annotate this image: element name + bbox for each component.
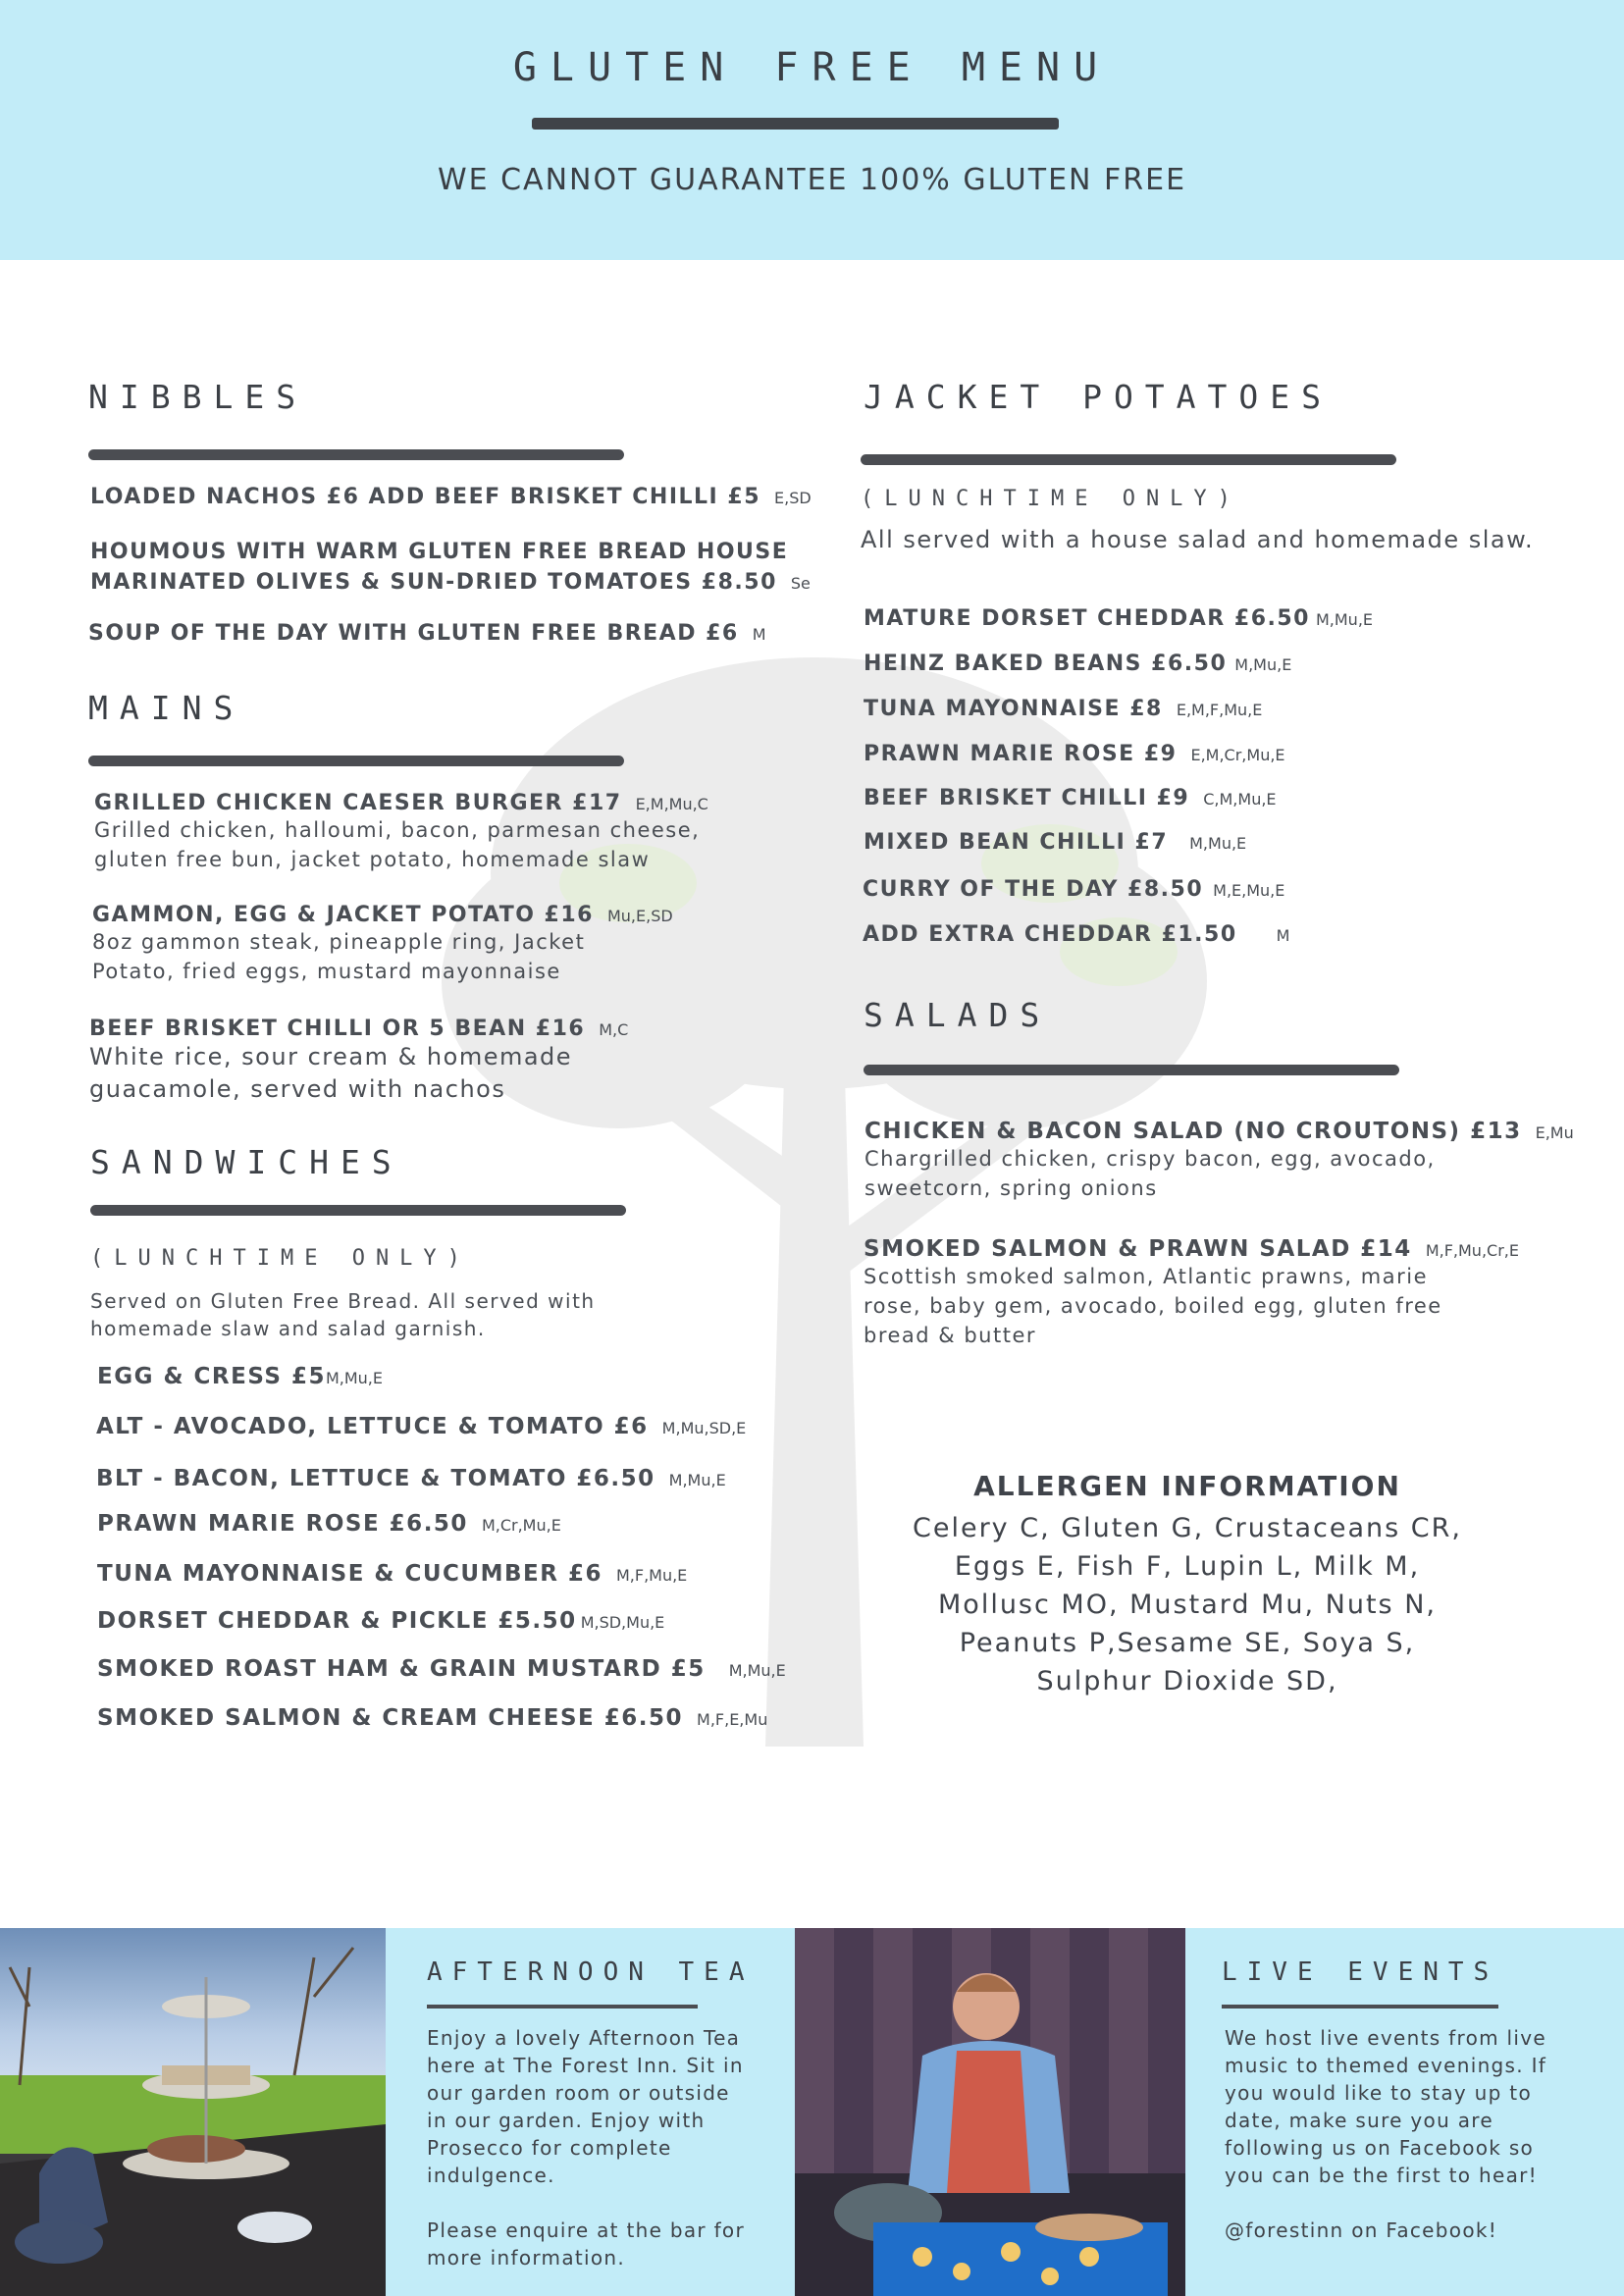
menu-subtitle: WE CANNOT GUARANTEE 100% GLUTEN FREE [437, 163, 1187, 197]
menu-item: SOUP OF THE DAY WITH GLUTEN FREE BREAD £6 M [88, 621, 766, 646]
allergen-list: Celery C, Gluten G, Crustaceans CR, Eggs E, Fish F, Lupin L, Milk M, Mollusc MO, Mustard Mu, Nuts N, Peanuts P,Sesame SE, Soya S, Sulphur Dioxide SD, [913, 1513, 1462, 1696]
lunchtime-note: (LUNCHTIME ONLY) [861, 487, 1241, 511]
title-divider [532, 118, 1059, 130]
menu-item: GRILLED CHICKEN CAESER BURGER £17 E,M,Mu,C Grilled chicken, halloumi, bacon, parmesan cheese, gluten free bun, jacket potato, homemade slaw [94, 791, 708, 871]
nibbles-divider [88, 449, 624, 460]
menu-item: GAMMON, EGG & JACKET POTATO £16 Mu,E,SD 8oz gammon steak, pineapple ring, Jacket Potato, fried eggs, mustard mayonnaise [92, 903, 673, 983]
menu-item: MIXED BEAN CHILLI £7 M,Mu,E [864, 830, 1247, 855]
menu-title: GLUTEN FREE MENU [512, 45, 1112, 90]
menu-item: BEEF BRISKET CHILLI £9 C,M,Mu,E [864, 786, 1277, 810]
section-title-mains: MAINS [88, 689, 245, 727]
afternoon-tea-photo [0, 1928, 386, 2296]
menu-item: LOADED NACHOS £6 ADD BEEF BRISKET CHILLI £5 E,SD [90, 485, 812, 509]
menu-item: CURRY OF THE DAY £8.50 M,E,Mu,E [863, 877, 1285, 902]
jacket-divider [861, 454, 1396, 465]
menu-item: HEINZ BAKED BEANS £6.50 M,Mu,E [864, 652, 1292, 676]
jacket-description: All served with a house salad and homemade slaw. [861, 526, 1535, 553]
menu-item: PRAWN MARIE ROSE £9 E,M,Cr,Mu,E [864, 742, 1285, 766]
lunchtime-note: (LUNCHTIME ONLY) [90, 1246, 471, 1271]
menu-item: DORSET CHEDDAR & PICKLE £5.50 M,SD,Mu,E [97, 1608, 665, 1634]
afternoon-tea-panel [386, 1928, 795, 2296]
menu-item: SMOKED SALMON & PRAWN SALAD £14 M,F,Mu,Cr,E Scottish smoked salmon, Atlantic prawns, marie rose, baby gem, avocado, boiled egg, gluten free bread & butter [864, 1236, 1519, 1347]
allergen-title: ALLERGEN INFORMATION [973, 1470, 1401, 1502]
sandwiches-divider [90, 1205, 626, 1216]
menu-header [0, 0, 1624, 260]
menu-item: MATURE DORSET CHEDDAR £6.50 M,Mu,E [864, 606, 1374, 631]
menu-item: HOUMOUS WITH WARM GLUTEN FREE BREAD HOUSE MARINATED OLIVES & SUN-DRIED TOMATOES £8.50 Se [90, 540, 811, 595]
menu-item: ADD EXTRA CHEDDAR £1.50 M [863, 922, 1290, 947]
menu-item: PRAWN MARIE ROSE £6.50 M,Cr,Mu,E [97, 1511, 561, 1537]
live-events-title: LIVE EVENTS [1222, 1957, 1499, 1987]
section-title-sandwiches: SANDWICHES [90, 1143, 403, 1181]
menu-item: EGG & CRESS £5M,Mu,E [97, 1364, 383, 1389]
afternoon-tea-divider [427, 2005, 698, 2009]
menu-item: BLT - BACON, LETTUCE & TOMATO £6.50 M,Mu,E [96, 1466, 726, 1491]
section-title-nibbles: NIBBLES [88, 378, 308, 416]
salads-divider [864, 1065, 1399, 1075]
menu-item: SMOKED SALMON & CREAM CHEESE £6.50 M,F,E,Mu [97, 1705, 768, 1731]
mains-divider [88, 756, 624, 766]
afternoon-tea-title: AFTERNOON TEA [427, 1957, 755, 1987]
menu-item: SMOKED ROAST HAM & GRAIN MUSTARD £5 M,Mu,E [97, 1656, 786, 1682]
afternoon-tea-text: Enjoy a lovely Afternoon Tea here at The Forest Inn. Sit in our garden room or outside in our garden. Enjoy with Prosecco for complete indulgence. Please enquire at the bar for more information. [427, 2026, 745, 2270]
menu-item: TUNA MAYONNAISE & CUCUMBER £6 M,F,Mu,E [97, 1561, 688, 1587]
section-title-salads: SALADS [864, 996, 1052, 1034]
menu-item: ALT - AVOCADO, LETTUCE & TOMATO £6 M,Mu,SD,E [96, 1414, 747, 1439]
live-events-photo [795, 1928, 1185, 2296]
sandwiches-description: Served on Gluten Free Bread. All served with homemade slaw and salad garnish. [90, 1289, 596, 1340]
section-title-jacket-potatoes: JACKET POTATOES [864, 378, 1334, 416]
menu-item: TUNA MAYONNAISE £8 E,M,F,Mu,E [864, 697, 1263, 721]
live-events-panel [1185, 1928, 1624, 2296]
menu-item: CHICKEN & BACON SALAD (NO CROUTONS) £13 E,Mu Chargrilled chicken, crispy bacon, egg, avocado, sweetcorn, spring onions [864, 1119, 1574, 1200]
menu-item: BEEF BRISKET CHILLI OR 5 BEAN £16 M,C White rice, sour cream & homemade guacamole, served with nachos [89, 1017, 629, 1103]
live-events-text: We host live events from live music to themed evenings. If you would like to stay up to date, make sure you are following us on Facebook so you can be the first to hear! @forestinn on Facebook! [1225, 2026, 1547, 2242]
live-events-divider [1222, 2005, 1498, 2009]
